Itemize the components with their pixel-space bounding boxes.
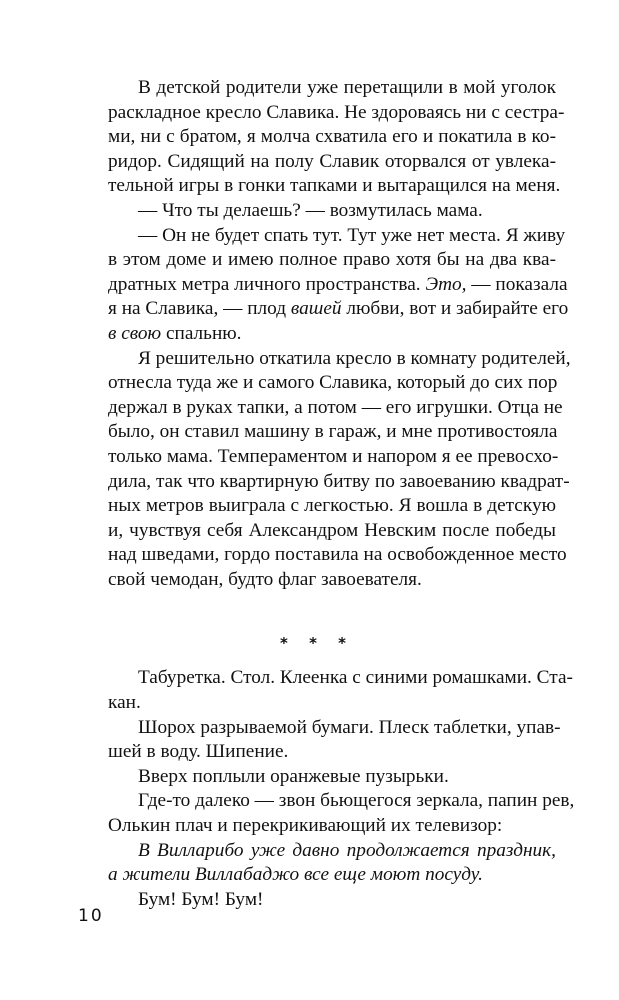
text-line: и, чувствуя себя Александром Невским после победы: [108, 519, 556, 541]
paragraph-7: [78, 765, 556, 790]
text-line: кан.: [108, 692, 141, 714]
text-line: над шведами, гордо поставила на освобожденное место: [108, 544, 567, 566]
text-line: было, он ставил машину в гараж, и мне противостояла: [108, 421, 558, 443]
text-line: шей в воду. Шипение.: [108, 741, 289, 763]
page-body: [78, 76, 575, 912]
text-line: Где-то далеко — звон бьющегося зеркала, папин рев,: [138, 790, 575, 812]
text-line: Я решительно откатила кресло в комнату родителей,: [138, 347, 571, 369]
text-line: — Он не будет спать тут. Тут уже нет места. Я живу: [138, 224, 566, 246]
text-line: в этом доме и имею полное право хотя бы на два ква-: [108, 249, 556, 271]
text-span: я на Славика, — плод: [108, 298, 287, 320]
text-line: [78, 322, 556, 347]
text-line: ных метров выиграла с легкостью. Я вошла в детскую: [108, 495, 556, 517]
text-line: ридор. Сидящий на полу Славик оторвался от увлека-: [108, 150, 556, 172]
italic-text: вашей: [290, 298, 342, 320]
text-line: Вверх поплыли оранжевые пузырьки.: [138, 765, 449, 787]
text-line: тельной игры в гонки тапками и вытаращился на меня.: [108, 175, 561, 197]
paragraph-9-italic: [78, 839, 556, 888]
paragraph-6: [78, 716, 561, 765]
text-span: любви, вот и забирайте его: [346, 298, 569, 320]
text-line: держал в руках тапки, а потом — его игрушки. Отца не: [108, 396, 563, 418]
text-line: Шорох разрываемой бумаги. Плеск таблетки, упав-: [138, 716, 561, 738]
paragraph-4: [78, 347, 571, 593]
italic-line: В Вилларибо уже давно продолжается праздник,: [138, 839, 556, 861]
paragraph-2: [78, 199, 556, 224]
italic-text: Это,: [425, 273, 467, 295]
text-line: [78, 273, 568, 298]
text-span: — показала: [471, 273, 568, 295]
page-number: 10: [78, 906, 104, 926]
italic-text: в свою: [108, 322, 162, 344]
text-line: дила, так что квартирную битву по завоеванию квадрат-: [108, 470, 570, 492]
text-line: В детской родители уже перетащили в мой уголок: [138, 77, 556, 98]
italic-line: а жители Виллабаджо все еще моют посуду.: [108, 864, 483, 886]
text-line: свой чемодан, будто флаг завоевателя.: [108, 568, 422, 590]
section-separator: * * *: [280, 634, 354, 653]
paragraph-8: [78, 789, 575, 838]
paragraph-1: [78, 76, 565, 199]
text-line: Табуретка. Стол. Клеенка с синими ромашками. Ста-: [138, 667, 573, 689]
text-line: только мама. Темпераментом и напором я ее превосхо-: [108, 445, 559, 467]
text-line: [78, 297, 569, 322]
text-line: Олькин плач и перекрикивающий их телевизор:: [108, 815, 503, 837]
text-span: спальню.: [165, 322, 242, 344]
paragraph-3: [78, 224, 569, 347]
text-line: отнесла туда же и самого Славика, который до сих пор: [108, 372, 558, 394]
paragraph-10: [78, 888, 556, 913]
text-line: Бум! Бум! Бум!: [138, 888, 264, 910]
paragraph-5: [78, 666, 573, 715]
text-span: дратных метра личного пространства.: [108, 273, 421, 295]
text-line: раскладное кресло Славика. Не здороваясь ни с сестра-: [108, 101, 565, 123]
text-line: ми, ни с братом, я молча схватила его и покатила в ко-: [108, 126, 556, 148]
text-line: — Что ты делаешь? — возмутилась мама.: [138, 199, 483, 221]
